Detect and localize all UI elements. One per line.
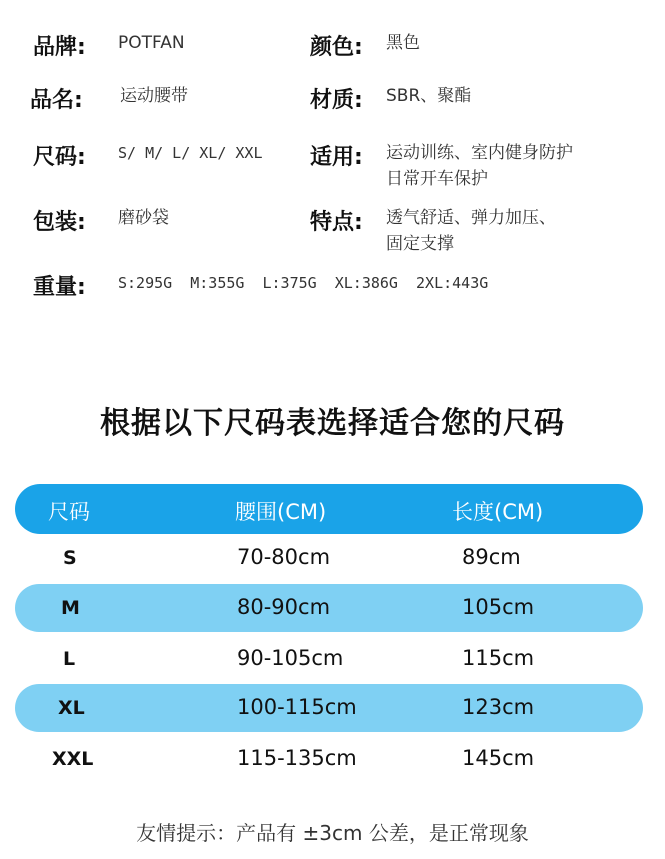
spec-packaging (33, 205, 169, 236)
table-row (15, 584, 643, 632)
spec-value: S/ M/ L/ XL/ XXL (118, 144, 263, 162)
spec-value: 黑色 (386, 33, 420, 53)
cell-size: M (61, 597, 80, 619)
spec-value: 运动训练、室内健身防护 日常开车保护 (386, 143, 573, 189)
header-size: 尺码 (48, 500, 90, 524)
spec-value: 透气舒适、弹力加压、 固定支撑 (386, 208, 556, 254)
spec-product-name (30, 83, 188, 114)
product-specs (0, 0, 665, 310)
spec-value: S:295G M:355G L:375G XL:386G 2XL:443G (118, 274, 489, 292)
cell-length: 115cm (462, 646, 535, 670)
table-row (15, 635, 643, 683)
spec-label: 品牌: (33, 35, 86, 60)
spec-label: 特点: (310, 210, 363, 235)
spec-color (310, 30, 420, 61)
cell-waist: 80-90cm (237, 595, 331, 619)
spec-label: 材质: (310, 88, 363, 113)
cell-length: 105cm (462, 595, 535, 619)
spec-sizes (33, 140, 263, 171)
spec-value: SBR、聚酯 (386, 86, 472, 106)
cell-length: 89cm (462, 545, 521, 569)
spec-weight (33, 270, 488, 301)
table-header (15, 484, 643, 534)
cell-size: L (63, 648, 76, 670)
spec-material (310, 83, 471, 114)
cell-waist: 90-105cm (237, 646, 344, 670)
size-chart-headline: 根据以下尺码表选择适合您的尺码 (100, 406, 565, 441)
cell-size: XXL (52, 748, 94, 770)
spec-usage (310, 140, 573, 192)
cell-size: XL (58, 697, 85, 719)
cell-waist: 70-80cm (237, 545, 331, 569)
header-length: 长度(CM) (452, 500, 544, 524)
spec-value: POTFAN (118, 33, 185, 53)
cell-length: 145cm (462, 746, 535, 770)
cell-length: 123cm (462, 695, 535, 719)
spec-value: 运动腰带 (120, 86, 188, 106)
table-row (15, 534, 643, 582)
cell-size: S (63, 547, 77, 569)
spec-label: 颜色: (310, 35, 363, 60)
spec-label: 品名: (30, 88, 83, 113)
header-waist: 腰围(CM) (235, 500, 327, 524)
spec-label: 包装: (33, 210, 86, 235)
tolerance-note: 友情提示：产品有 ±3cm 公差，是正常现象 (136, 821, 529, 845)
cell-waist: 115-135cm (237, 746, 357, 770)
table-row (15, 684, 643, 732)
spec-value: 磨砂袋 (118, 208, 169, 228)
spec-label: 尺码: (33, 145, 86, 170)
cell-waist: 100-115cm (237, 695, 357, 719)
spec-label: 重量: (33, 275, 86, 300)
spec-label: 适用: (310, 145, 363, 170)
table-row (15, 735, 643, 783)
spec-features (310, 205, 556, 257)
spec-brand (33, 30, 185, 61)
